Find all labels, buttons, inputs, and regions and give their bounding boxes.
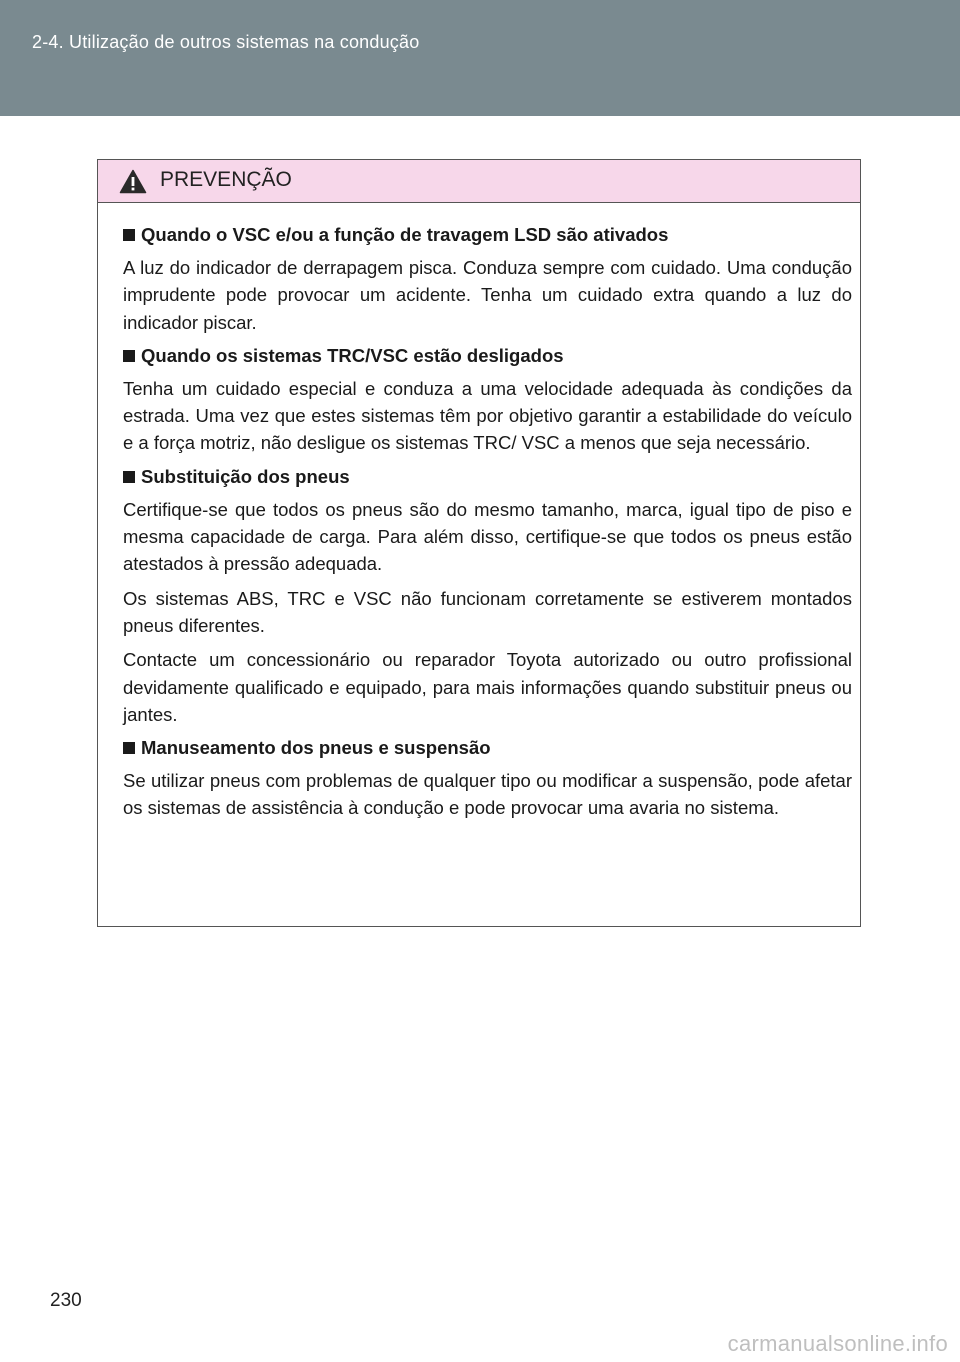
section-heading: Manuseamento dos pneus e suspensão [123,735,852,761]
section-title: 2-4. Utilização de outros sistemas na condução [32,32,420,52]
square-bullet-icon [123,742,135,754]
page-header [0,0,960,116]
warning-section [123,735,852,822]
warning-content [98,203,860,822]
section-heading: Quando os sistemas TRC/VSC estão desligados [123,343,852,369]
paragraph: Se utilizar pneus com problemas de qualquer tipo ou modificar a suspensão, pode afetar os sistemas de assistência à condução e pode provocar uma avaria no sistema. [123,770,852,819]
paragraph: A luz do indicador de derrapagem pisca. Conduza sempre com cuidado. Uma condução imprudente pode provocar um acidente. Tenha um cuidado extra quando a luz do indicador piscar. [123,257,852,333]
paragraph: Contacte um concessionário ou reparador Toyota autorizado ou outro profissional devidamente qualificado e equipado, para mais informações quando substituir pneus ou jantes. [123,649,852,725]
warning-box [97,159,861,927]
square-bullet-icon [123,471,135,483]
warning-section [123,222,852,336]
square-bullet-icon [123,229,135,241]
paragraph: Tenha um cuidado especial e conduza a uma velocidade adequada às condições da estrada. Uma vez que estes sistemas têm por objetivo garantir a estabilidade do veículo e a força motriz, não desligue os sistemas TRC/ VSC a menos que seja necessário. [123,377,852,454]
warning-section [123,343,852,457]
square-bullet-icon [123,350,135,362]
paragraph: Certifique-se que todos os pneus são do mesmo tamanho, marca, igual tipo de piso e mesma capacidade de carga. Para além disso, certifique-se que todos os pneus estão atestados à pressão adequada. [123,498,852,575]
warning-triangle-icon [119,169,147,194]
watermark: carmanualsonline.info [727,1331,948,1356]
section-heading: Quando o VSC e/ou a função de travagem LSD são ativados [123,222,852,248]
page-number: 230 [50,1290,82,1311]
warning-title: PREVENÇÃO [160,168,292,191]
warning-section [123,464,852,728]
warning-header [98,160,860,203]
section-heading: Substituição dos pneus [123,464,852,490]
paragraph: Os sistemas ABS, TRC e VSC não funcionam corretamente se estiverem montados pneus diferentes. [123,587,852,636]
